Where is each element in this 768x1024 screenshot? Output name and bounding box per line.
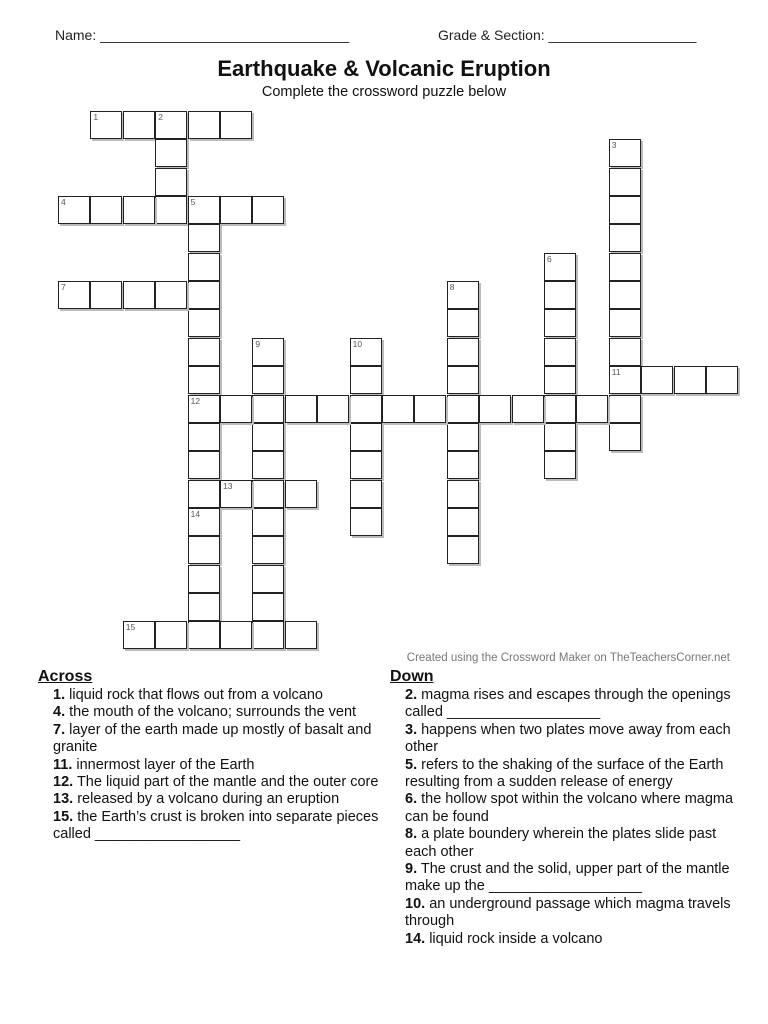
clue-number: 9 [255, 338, 261, 349]
crossword-cell[interactable] [90, 111, 122, 139]
crossword-cell[interactable] [706, 366, 738, 394]
clue-number: 2 [158, 112, 163, 122]
crossword-cell[interactable] [252, 366, 284, 394]
across-clue-list [38, 687, 383, 844]
clue-number: 5 [190, 197, 196, 208]
clue-item [53, 774, 383, 791]
clue-number: 10. [405, 895, 426, 912]
crossword-cell[interactable] [252, 395, 284, 423]
grade-section-field-label: Grade & Section: ___________________ [438, 27, 697, 43]
clue-number: 15. [53, 808, 74, 825]
clue-item [405, 896, 740, 931]
crossword-cell[interactable] [188, 593, 220, 621]
crossword-cell[interactable] [641, 366, 673, 394]
clue-text: a plate boundery wherein the plates slide past each other [405, 826, 717, 860]
crossword-cell[interactable] [544, 423, 576, 451]
clue-number: 3 [611, 140, 617, 151]
clue-number: 10 [352, 338, 363, 349]
crossword-cell[interactable] [252, 593, 284, 621]
crossword-cell[interactable] [544, 253, 576, 281]
crossword-cell[interactable] [609, 281, 641, 309]
clue-number: 8 [449, 282, 455, 293]
crossword-cell[interactable] [447, 366, 479, 394]
crossword-cell[interactable] [188, 536, 220, 564]
crossword-cell[interactable] [285, 480, 317, 508]
crossword-cell[interactable] [285, 395, 317, 423]
crossword-cell[interactable] [123, 621, 155, 649]
crossword-cell[interactable] [58, 196, 90, 224]
clue-text: innermost layer of the Earth [72, 756, 255, 773]
clue-number: 1 [93, 112, 99, 122]
crossword-cell[interactable] [317, 395, 349, 423]
crossword-cell[interactable] [188, 565, 220, 593]
crossword-cell[interactable] [609, 395, 641, 423]
crossword-cell[interactable] [609, 139, 641, 167]
clue-number: 2. [405, 687, 418, 703]
crossword-cell[interactable] [252, 480, 284, 508]
clue-item [405, 931, 740, 948]
crossword-cell[interactable] [188, 366, 220, 394]
crossword-cell[interactable] [544, 395, 576, 423]
crossword-cell[interactable] [252, 196, 284, 224]
crossword-cell[interactable] [123, 196, 155, 224]
crossword-cell[interactable] [609, 309, 641, 337]
crossword-cell[interactable] [155, 621, 187, 649]
crossword-cell[interactable] [123, 111, 155, 139]
clue-number: 8. [405, 826, 418, 843]
crossword-cell[interactable] [252, 508, 284, 536]
crossword-cell[interactable] [544, 451, 576, 479]
clue-item [405, 757, 740, 792]
crossword-cell[interactable] [544, 366, 576, 394]
crossword-cell[interactable] [188, 196, 220, 224]
crossword-cell[interactable] [220, 621, 252, 649]
crossword-cell[interactable] [414, 395, 446, 423]
crossword-cell[interactable] [447, 480, 479, 508]
crossword-cell[interactable] [220, 111, 252, 139]
clue-text: layer of the earth made up mostly of basalt and granite [53, 721, 372, 756]
crossword-cell[interactable] [350, 395, 382, 423]
clue-number: 11 [611, 367, 621, 378]
clue-item [405, 826, 740, 861]
clue-number: 6 [547, 253, 552, 264]
crossword-cell[interactable] [544, 338, 576, 366]
crossword-cell[interactable] [188, 508, 220, 536]
crossword-cell[interactable] [350, 423, 382, 451]
clue-number: 5. [405, 756, 418, 773]
crossword-cell[interactable] [447, 281, 479, 309]
crossword-cell[interactable] [252, 451, 284, 479]
clue-text: the hollow spot within the volcano where magma can be found [405, 791, 734, 825]
crossword-cell[interactable] [609, 196, 641, 224]
crossword-cell[interactable] [447, 451, 479, 479]
down-clue-list [390, 687, 740, 948]
clue-item [53, 757, 383, 774]
page-subtitle: Complete the crossword puzzle below [261, 84, 507, 100]
crossword-cell[interactable] [350, 451, 382, 479]
crossword-cell[interactable] [609, 253, 641, 281]
down-heading: Down [390, 668, 434, 685]
crossword-cell[interactable] [220, 395, 252, 423]
crossword-cell[interactable] [155, 168, 187, 196]
clue-number: 14. [405, 930, 426, 947]
crossword-cell[interactable] [188, 111, 220, 139]
crossword-cell[interactable] [609, 168, 641, 196]
crossword-cell[interactable] [252, 565, 284, 593]
crossword-cell[interactable] [58, 281, 90, 309]
clue-item [53, 791, 383, 808]
crossword-cell[interactable] [220, 480, 252, 508]
crossword-cell[interactable] [674, 366, 706, 394]
clue-text: the Earth’s crust is broken into separate pieces called __________________ [53, 808, 379, 843]
crossword-cell[interactable] [188, 480, 220, 508]
clue-text: liquid rock that flows out from a volcano [65, 687, 323, 703]
crossword-cell[interactable] [188, 281, 220, 309]
crossword-cell[interactable] [609, 338, 641, 366]
clue-number: 13. [53, 791, 74, 808]
clue-number: 14 [190, 508, 201, 519]
clue-number: 11. [53, 756, 73, 773]
crossword-cell[interactable] [512, 395, 544, 423]
crossword-cell[interactable] [188, 451, 220, 479]
page-title: Earthquake & Volcanic Eruption [217, 56, 551, 81]
crossword-cell[interactable] [609, 366, 641, 394]
crossword-cell[interactable] [447, 508, 479, 536]
crossword-cell[interactable] [609, 423, 641, 451]
crossword-cell[interactable] [447, 338, 479, 366]
crossword-cell[interactable] [155, 196, 187, 224]
clue-item [405, 687, 740, 722]
clue-text: The crust and the solid, upper part of the mantle make up the ___________________ [405, 861, 730, 895]
crossword-cell[interactable] [479, 395, 511, 423]
crossword-cell[interactable] [90, 281, 122, 309]
crossword-cell[interactable] [252, 536, 284, 564]
clue-number: 4 [61, 197, 66, 208]
crossword-cell[interactable] [188, 338, 220, 366]
clue-item [53, 809, 383, 844]
clue-text: refers to the shaking of the surface of the Earth resulting from a sudden release of energy [405, 756, 724, 791]
clue-text: an underground passage which magma travels through [405, 895, 731, 930]
crossword-cell[interactable] [188, 395, 220, 423]
crossword-cell[interactable] [350, 338, 382, 366]
clue-item [405, 722, 740, 757]
crossword-cell[interactable] [188, 224, 220, 252]
crossword-cell[interactable] [188, 309, 220, 337]
crossword-cell[interactable] [544, 309, 576, 337]
clue-number: 12. [53, 774, 74, 791]
clue-number: 7. [53, 721, 66, 738]
clue-number: 1. [53, 687, 66, 703]
clue-text: released by a volcano during an eruption [73, 791, 340, 808]
clue-text: the mouth of the volcano; surrounds the vent [65, 704, 357, 721]
crossword-cell[interactable] [155, 111, 187, 139]
crossword-cell[interactable] [155, 139, 187, 167]
clue-number: 12 [190, 395, 201, 406]
clue-number: 7 [61, 282, 66, 293]
crossword-cell[interactable] [609, 224, 641, 252]
clue-text: liquid rock inside a volcano [425, 930, 603, 947]
name-field-label: Name: ________________________________ [55, 27, 350, 43]
crossword-cell[interactable] [576, 395, 608, 423]
crossword-cell[interactable] [188, 423, 220, 451]
crossword-cell[interactable] [350, 480, 382, 508]
crossword-cell[interactable] [447, 423, 479, 451]
clue-item [405, 861, 740, 896]
crossword-cell[interactable] [155, 281, 187, 309]
clue-number: 4. [53, 704, 66, 721]
clue-text: happens when two plates move away from each other [405, 721, 731, 756]
across-clues [38, 668, 383, 844]
crossword-cell[interactable] [188, 621, 220, 649]
crossword-cell[interactable] [252, 338, 284, 366]
crossword-cell[interactable] [544, 281, 576, 309]
crossword-cell[interactable] [252, 621, 284, 649]
crossword-cell[interactable] [188, 253, 220, 281]
clue-number: 9. [405, 861, 418, 878]
across-heading: Across [38, 668, 93, 685]
clue-number: 6. [405, 791, 418, 808]
clue-text: magma rises and escapes through the openings called ___________________ [405, 687, 731, 721]
crossword-cell[interactable] [285, 621, 317, 649]
clue-item [405, 791, 740, 826]
credit-note: Created using the Crossword Maker on TheTeachersCorner.net [406, 652, 730, 664]
crossword-cell[interactable] [382, 395, 414, 423]
crossword-cell[interactable] [123, 281, 155, 309]
clue-number: 15 [125, 622, 136, 633]
clue-item [53, 704, 383, 721]
crossword-cell[interactable] [447, 395, 479, 423]
crossword-cell[interactable] [447, 536, 479, 564]
clue-item [53, 687, 383, 704]
clue-number: 3. [405, 721, 418, 738]
crossword-cell[interactable] [350, 508, 382, 536]
down-clues [390, 668, 740, 948]
crossword-cell[interactable] [447, 309, 479, 337]
clue-text: The liquid part of the mantle and the outer core [73, 774, 379, 791]
crossword-cell[interactable] [220, 196, 252, 224]
crossword-cell[interactable] [350, 366, 382, 394]
clue-item [53, 722, 383, 757]
crossword-cell[interactable] [252, 423, 284, 451]
crossword-cell[interactable] [90, 196, 122, 224]
clue-number: 13 [223, 480, 233, 491]
